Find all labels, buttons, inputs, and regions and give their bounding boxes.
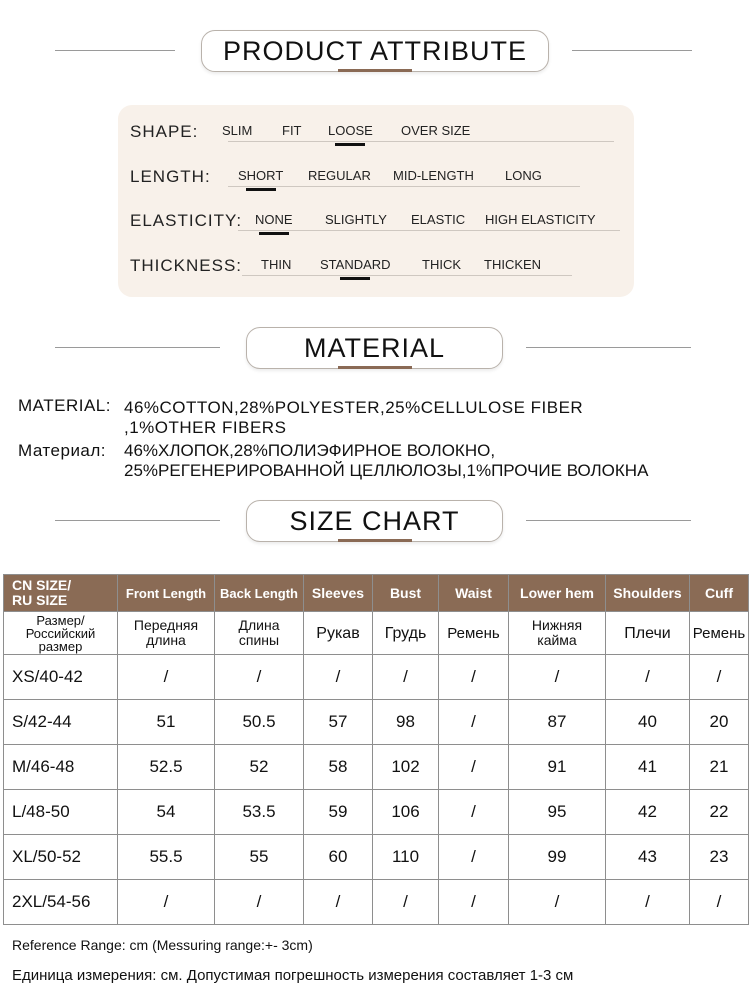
table-header-en: [4, 575, 749, 612]
cell: 55: [215, 835, 304, 880]
cell: /: [118, 880, 215, 925]
table-row: [4, 835, 749, 880]
attr-elasticity-label: ELASTICITY:: [130, 211, 243, 230]
table-header-ru: [4, 612, 749, 655]
th-ru-waist: Ремень: [439, 612, 509, 655]
th-cuff: Cuff: [690, 575, 749, 612]
cell: /: [215, 880, 304, 925]
th-ru-shoulders: Плечи: [606, 612, 690, 655]
th-bust: Bust: [373, 575, 439, 612]
th-ru-cuff: Ремень: [690, 612, 749, 655]
attr-thickness-label: THICKNESS:: [130, 256, 243, 275]
cell: /: [439, 700, 509, 745]
cell: /: [439, 835, 509, 880]
cell: /: [215, 655, 304, 700]
th-sleeves: Sleeves: [304, 575, 373, 612]
cell: 59: [304, 790, 373, 835]
row-size: M/46-48: [4, 745, 118, 790]
size-table: [3, 574, 749, 925]
cell: 51: [118, 700, 215, 745]
th-cn-size: CN SIZE/ RU SIZE: [4, 575, 118, 612]
cell: 102: [373, 745, 439, 790]
attr-thickness-thin: THIN: [261, 257, 292, 272]
th-waist: Waist: [439, 575, 509, 612]
table-row: [4, 790, 749, 835]
cell: /: [439, 745, 509, 790]
attr-elasticity-none: NONE: [255, 212, 293, 227]
th-ru-sleeves: Рукав: [304, 612, 373, 655]
cell: /: [606, 880, 690, 925]
attr-length-regular: REGULAR: [308, 168, 371, 183]
material-en-line2: ,1%OTHER FIBERS: [124, 418, 287, 437]
cell: 106: [373, 790, 439, 835]
th-shoulders: Shoulders: [606, 575, 690, 612]
cell: /: [373, 655, 439, 700]
cell: /: [373, 880, 439, 925]
cell: 20: [690, 700, 749, 745]
cell: 58: [304, 745, 373, 790]
attr-elasticity-slightly: SLIGHTLY: [325, 212, 387, 227]
row-size: L/48-50: [4, 790, 118, 835]
th-ru-bust: Грудь: [373, 612, 439, 655]
cell: 98: [373, 700, 439, 745]
attr-thickness-thicken: THICKEN: [484, 257, 542, 272]
cell: 22: [690, 790, 749, 835]
attr-thickness-thick: THICK: [422, 257, 461, 272]
material-ru-line2: 25%РЕГЕНЕРИРОВАННОЙ ЦЕЛЛЮЛОЗЫ,1%ПРОЧИЕ ВОЛОКНА: [124, 461, 649, 480]
cell: /: [118, 655, 215, 700]
th-back-length: Back Length: [215, 575, 304, 612]
cell: 87: [509, 700, 606, 745]
cell: 99: [509, 835, 606, 880]
note-en: Reference Range: cm (Messuring range:+- 3cm): [12, 937, 313, 953]
table-row: [4, 700, 749, 745]
cell: 91: [509, 745, 606, 790]
attr-elasticity-high: HIGH ELASTICITY: [485, 212, 596, 227]
th-ru-hem: Нижняя кайма: [509, 612, 606, 655]
material-title: MATERIAL: [246, 327, 503, 369]
table-row: [4, 745, 749, 790]
attribute-panel: [118, 105, 634, 297]
cell: 50.5: [215, 700, 304, 745]
th-ru-back: Длина спины: [215, 612, 304, 655]
table-row: [4, 655, 749, 700]
cell: /: [439, 655, 509, 700]
attr-thickness-standard: STANDARD: [320, 257, 391, 272]
cell: 23: [690, 835, 749, 880]
attr-shape-oversize: OVER SIZE: [401, 123, 471, 138]
th-ru-size: Размер/ Российский размер: [4, 612, 118, 655]
table-row: [4, 880, 749, 925]
cell: /: [304, 880, 373, 925]
cell: 60: [304, 835, 373, 880]
th-front-length: Front Length: [118, 575, 215, 612]
product-attribute-title: PRODUCT ATTRIBUTE: [201, 30, 549, 72]
cell: 52: [215, 745, 304, 790]
cell: 21: [690, 745, 749, 790]
th-ru-front: Передняя длина: [118, 612, 215, 655]
material-ru-label: Материал:: [18, 441, 107, 460]
th-lower-hem: Lower hem: [509, 575, 606, 612]
cell: 110: [373, 835, 439, 880]
cell: /: [439, 790, 509, 835]
cell: 41: [606, 745, 690, 790]
cell: /: [509, 655, 606, 700]
attr-length-long: LONG: [505, 168, 542, 183]
material-ru-line1: 46%ХЛОПОК,28%ПОЛИЭФИРНОЕ ВОЛОКНО,: [124, 441, 496, 460]
cell: /: [304, 655, 373, 700]
cell: 53.5: [215, 790, 304, 835]
cell: /: [509, 880, 606, 925]
cell: 54: [118, 790, 215, 835]
material-en-line1: 46%COTTON,28%POLYESTER,25%CELLULOSE FIBER: [124, 398, 584, 417]
cell: 43: [606, 835, 690, 880]
cell: /: [690, 880, 749, 925]
cell: /: [439, 880, 509, 925]
cell: /: [606, 655, 690, 700]
row-size: 2XL/54-56: [4, 880, 118, 925]
cell: 95: [509, 790, 606, 835]
size-chart-title: SIZE CHART: [246, 500, 503, 542]
attr-elasticity-elastic: ELASTIC: [411, 212, 466, 227]
attr-length-short: SHORT: [238, 168, 284, 183]
note-ru: Единица измерения: см. Допустимая погрешность измерения составляет 1-3 см: [12, 967, 574, 984]
row-size: XS/40-42: [4, 655, 118, 700]
cell: 55.5: [118, 835, 215, 880]
attr-shape-slim: SLIM: [222, 123, 253, 138]
cell: /: [690, 655, 749, 700]
cell: 52.5: [118, 745, 215, 790]
cell: 57: [304, 700, 373, 745]
attr-shape-fit: FIT: [282, 123, 302, 138]
cell: 40: [606, 700, 690, 745]
attr-length-label: LENGTH:: [130, 167, 211, 186]
cell: 42: [606, 790, 690, 835]
attr-shape-label: SHAPE:: [130, 122, 199, 141]
row-size: XL/50-52: [4, 835, 118, 880]
attr-length-midlength: MID-LENGTH: [393, 168, 474, 183]
row-size: S/42-44: [4, 700, 118, 745]
material-en-label: MATERIAL:: [18, 396, 111, 415]
attr-shape-loose: LOOSE: [328, 123, 373, 138]
